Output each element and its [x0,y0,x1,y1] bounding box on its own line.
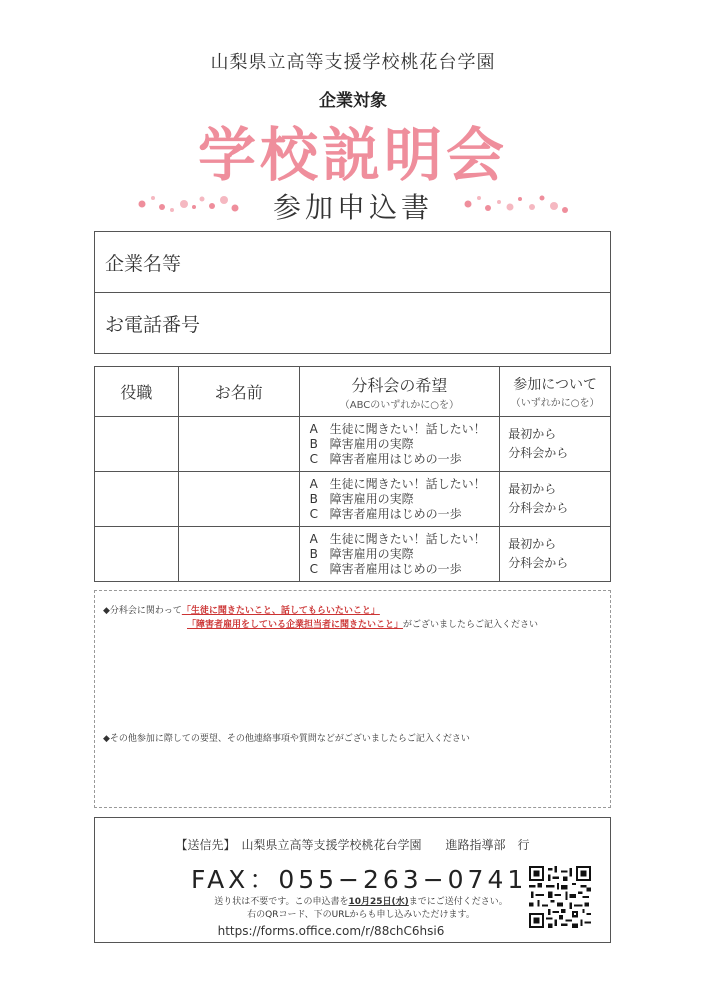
header-participation-note: （いずれかに○を） [510,398,600,409]
participation-cell[interactable] [500,472,611,527]
position-cell[interactable] [95,417,179,472]
session-options-cell[interactable] [299,527,500,582]
target-label: 企業対象 [319,91,387,111]
decorative-dots-right [462,190,572,220]
phone-number-field[interactable]: お電話番号 [95,293,611,354]
participation-cell[interactable] [500,527,611,582]
participation-option-session[interactable]: 分科会から [508,556,569,570]
session-option-b[interactable]: B 障害雇用の実際 [309,436,414,451]
header-session-label: 分科会の希望 [351,375,448,395]
participation-cell[interactable] [500,417,611,472]
header-position: 役職 [95,367,179,417]
session-option-c[interactable]: C 障害者雇用はじめの一歩 [309,561,462,576]
other-comment-prompt: ◆その他参加に際しての要望、その他連絡事項や質問などがございましたらご記入ください [103,734,470,744]
table-row [95,417,611,472]
table-row [95,472,611,527]
participation-option-session[interactable]: 分科会から [508,446,569,460]
submission-box [94,817,611,943]
form-url-link[interactable]: https://forms.office.com/r/88chC6hsi6 [217,924,445,938]
participation-option-start[interactable]: 最初から [508,537,557,551]
session-comment-prompt: ◆分科会に関わって「生徒に聞きたいこと、話してもらいたいこと」 [103,606,380,616]
name-cell[interactable] [178,527,299,582]
session-option-c[interactable]: C 障害者雇用はじめの一歩 [309,451,462,466]
company-name-row [95,232,611,293]
fax-number: FAX：055−263−0741 [191,865,528,894]
participation-option-start[interactable]: 最初から [508,482,557,496]
comments-box[interactable] [94,590,611,808]
company-name-field[interactable]: 企業名等 [95,232,611,293]
header-participation [500,367,611,417]
header-participation-label: 参加について [513,377,597,393]
session-options-cell[interactable] [299,472,500,527]
phone-row [95,293,611,354]
school-name: 山梨県立高等支援学校桃花台学園 [210,52,496,73]
table-row [95,527,611,582]
send-to-label: 【送信先】 山梨県立高等支援学校桃花台学園 進路指導部 行 [175,838,530,852]
table-header-row [95,367,611,417]
session-option-a[interactable]: A 生徒に聞きたい！話したい！ [309,421,486,436]
name-cell[interactable] [178,417,299,472]
session-option-b[interactable]: B 障害雇用の実際 [309,546,414,561]
session-option-c[interactable]: C 障害者雇用はじめの一歩 [309,506,462,521]
participation-option-start[interactable]: 最初から [508,427,557,441]
session-options-cell[interactable] [299,417,500,472]
participation-option-session[interactable]: 分科会から [508,501,569,515]
position-cell[interactable] [95,527,179,582]
session-option-b[interactable]: B 障害雇用の実際 [309,491,414,506]
header-session-note: （ABCのいずれかに○を） [339,399,459,411]
position-cell[interactable] [95,472,179,527]
page-title: 学校説明会 [197,121,508,189]
name-cell[interactable] [178,472,299,527]
attendee-table [94,366,611,582]
session-option-a[interactable]: A 生徒に聞きたい！話したい！ [309,531,486,546]
company-info-table [94,231,611,354]
page-subtitle: 参加申込書 [272,191,433,224]
session-option-a[interactable]: A 生徒に聞きたい！話したい！ [309,476,486,491]
header-name: お名前 [178,367,299,417]
submission-note: 送り状は不要です。この申込書を10月25日(水)までにご送付ください。 右のQRコード、下のURLからも申し込みいただけます。 [214,897,508,920]
session-comment-prompt-2: 「障害者雇用をしている企業担当者に聞きたいこと」がございましたらご記入ください [187,620,539,630]
header-session [299,367,500,417]
qr-code-icon[interactable] [529,866,591,928]
